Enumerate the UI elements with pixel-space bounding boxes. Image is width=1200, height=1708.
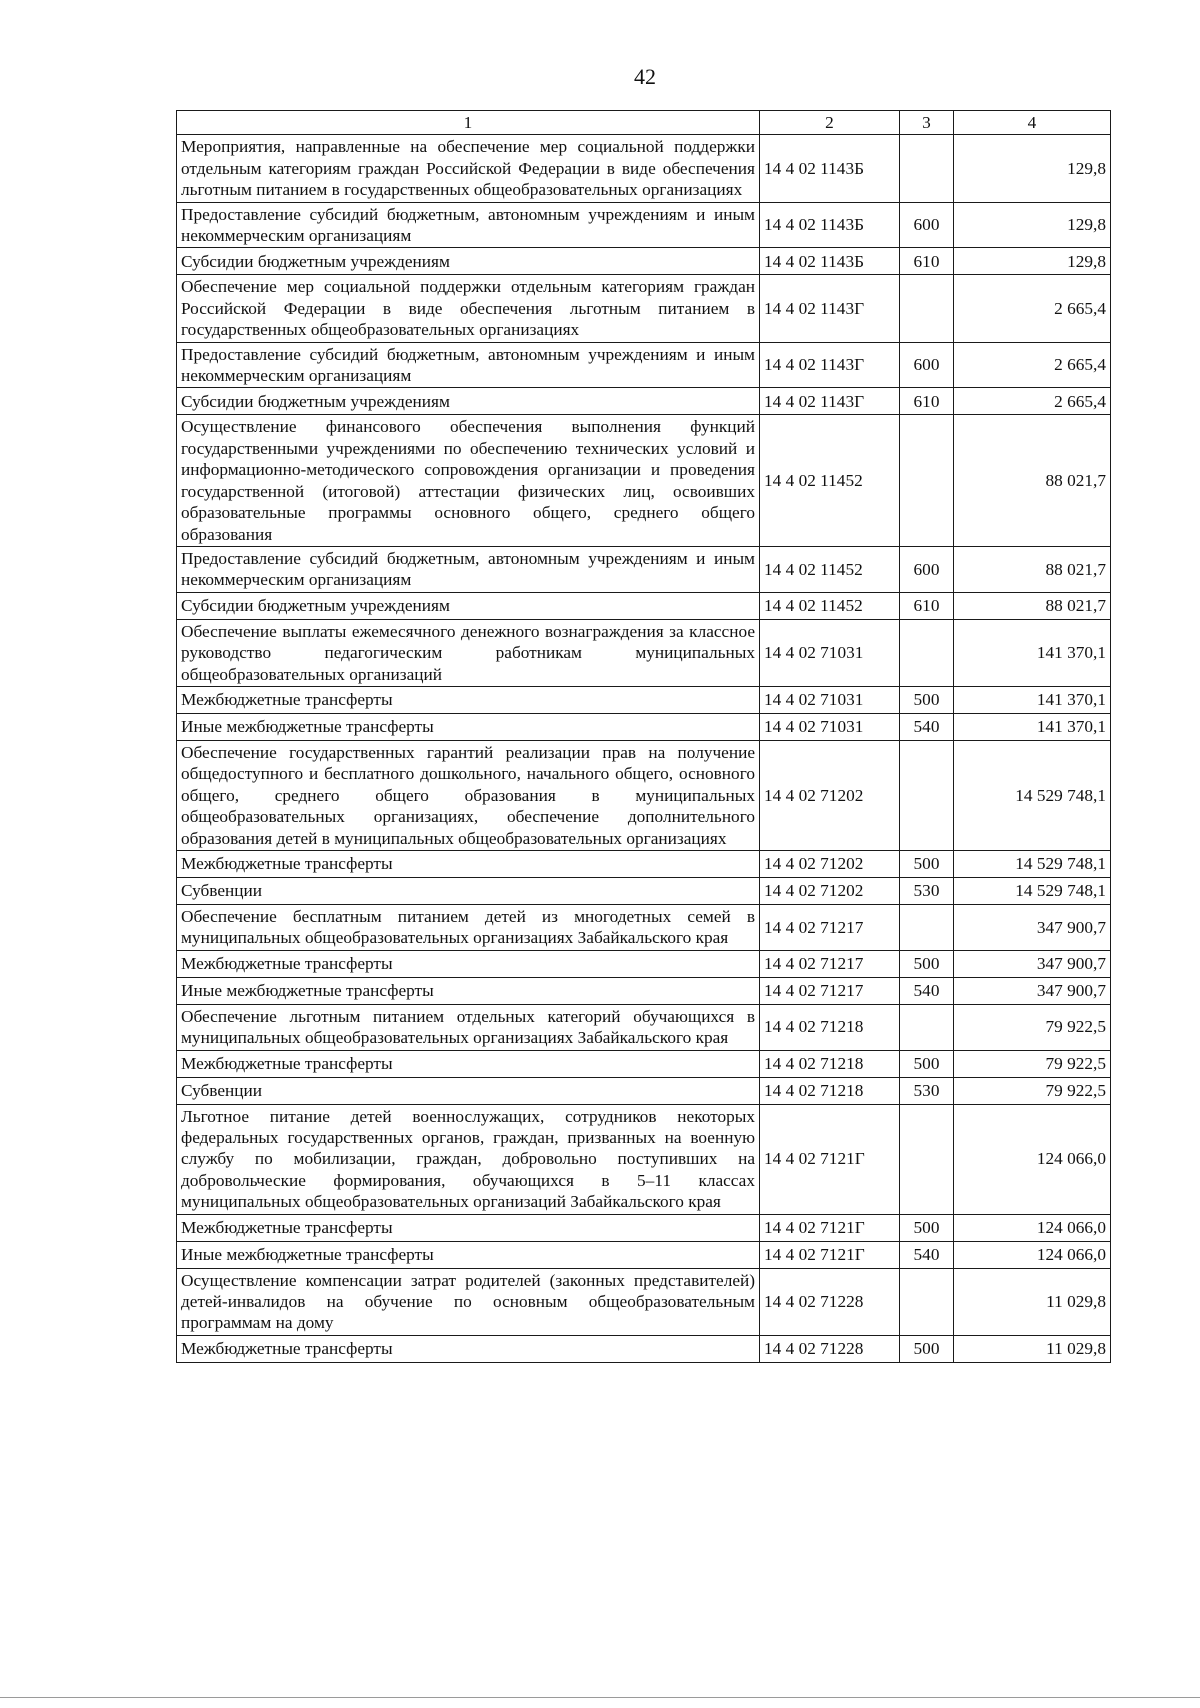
- row-code-cell: 14 4 02 1143Г: [760, 388, 900, 415]
- row-code-cell: 14 4 02 71202: [760, 740, 900, 850]
- row-code-cell: 14 4 02 1143Г: [760, 342, 900, 388]
- row-kind-cell: [900, 904, 954, 950]
- row-name-cell: Мероприятия, направленные на обеспечение мер социальной поддержки отдельным категориям граждан Российской Федерации в виде обеспечения льготным питанием в государственных общеобразовательных организациях: [177, 135, 760, 202]
- row-code-cell: 14 4 02 11452: [760, 546, 900, 592]
- row-amount-cell: 124 066,0: [954, 1241, 1111, 1268]
- row-code-cell: 14 4 02 71218: [760, 1004, 900, 1050]
- row-name-cell: Межбюджетные трансферты: [177, 1050, 760, 1077]
- row-amount-cell: 141 370,1: [954, 619, 1111, 686]
- row-amount-cell: 14 529 748,1: [954, 850, 1111, 877]
- row-code-cell: 14 4 02 71217: [760, 950, 900, 977]
- row-amount-cell: 141 370,1: [954, 686, 1111, 713]
- row-name-cell: Льготное питание детей военнослужащих, сотрудников некоторых федеральных государственных органов, граждан, призванных на военную службу по мобилизации, граждан, добровольно поступивших на добровольческие формирования, обучающихся в 5–11 классах муниципальных общеобразовательных организаций Забайкальского края: [177, 1104, 760, 1214]
- row-kind-cell: [900, 1104, 954, 1214]
- row-amount-cell: 347 900,7: [954, 950, 1111, 977]
- row-kind-cell: 610: [900, 248, 954, 275]
- table-row: [177, 1050, 1111, 1077]
- row-kind-cell: [900, 619, 954, 686]
- row-kind-cell: 600: [900, 342, 954, 388]
- row-kind-cell: 500: [900, 850, 954, 877]
- table-row: [177, 740, 1111, 850]
- row-name-cell: Межбюджетные трансферты: [177, 850, 760, 877]
- row-name-cell: Межбюджетные трансферты: [177, 1214, 760, 1241]
- row-kind-cell: [900, 740, 954, 850]
- row-code-cell: 14 4 02 71031: [760, 713, 900, 740]
- row-name-cell: Обеспечение государственных гарантий реализации прав на получение общедоступного и бесплатного дошкольного, начального общего, основного общего, среднего общего образования в муниципальных общеобразовательных организациях, обеспечение дополнительного образования детей в муниципальных общеобразовательных организациях: [177, 740, 760, 850]
- row-name-cell: Обеспечение бесплатным питанием детей из многодетных семей в муниципальных общеобразовательных организациях Забайкальского края: [177, 904, 760, 950]
- table-row: [177, 1268, 1111, 1335]
- row-amount-cell: 141 370,1: [954, 713, 1111, 740]
- row-name-cell: Предоставление субсидий бюджетным, автономным учреждениям и иным некоммерческим организациям: [177, 202, 760, 248]
- row-kind-cell: 500: [900, 686, 954, 713]
- row-amount-cell: 124 066,0: [954, 1104, 1111, 1214]
- table-row: [177, 1004, 1111, 1050]
- row-kind-cell: [900, 135, 954, 202]
- row-code-cell: 14 4 02 71031: [760, 619, 900, 686]
- table-row: [177, 388, 1111, 415]
- row-code-cell: 14 4 02 11452: [760, 415, 900, 546]
- table-row: [177, 202, 1111, 248]
- row-name-cell: Субсидии бюджетным учреждениям: [177, 592, 760, 619]
- table-row: [177, 275, 1111, 342]
- row-kind-cell: 530: [900, 877, 954, 904]
- table-row: [177, 877, 1111, 904]
- table-row: [177, 1335, 1111, 1362]
- row-code-cell: 14 4 02 1143Г: [760, 275, 900, 342]
- row-kind-cell: 610: [900, 388, 954, 415]
- column-header-amount: 4: [954, 111, 1111, 135]
- row-code-cell: 14 4 02 71218: [760, 1050, 900, 1077]
- row-name-cell: Иные межбюджетные трансферты: [177, 713, 760, 740]
- row-name-cell: Обеспечение выплаты ежемесячного денежного вознаграждения за классное руководство педагогическим работникам муниципальных общеобразовательных организаций: [177, 619, 760, 686]
- row-code-cell: 14 4 02 71217: [760, 977, 900, 1004]
- row-name-cell: Обеспечение мер социальной поддержки отдельным категориям граждан Российской Федерации в виде обеспечения льготным питанием в государственных общеобразовательных организациях: [177, 275, 760, 342]
- row-kind-cell: 530: [900, 1077, 954, 1104]
- table-row: [177, 619, 1111, 686]
- table-row: [177, 1241, 1111, 1268]
- row-amount-cell: 79 922,5: [954, 1050, 1111, 1077]
- row-amount-cell: 124 066,0: [954, 1214, 1111, 1241]
- table-row: [177, 248, 1111, 275]
- table-row: [177, 686, 1111, 713]
- row-name-cell: Предоставление субсидий бюджетным, автономным учреждениям и иным некоммерческим организациям: [177, 342, 760, 388]
- row-kind-cell: 500: [900, 1050, 954, 1077]
- row-code-cell: 14 4 02 71031: [760, 686, 900, 713]
- row-code-cell: 14 4 02 1143Б: [760, 135, 900, 202]
- table-row: [177, 415, 1111, 546]
- row-name-cell: Обеспечение льготным питанием отдельных категорий обучающихся в муниципальных общеобразовательных организациях Забайкальского края: [177, 1004, 760, 1050]
- row-code-cell: 14 4 02 1143Б: [760, 248, 900, 275]
- row-name-cell: Межбюджетные трансферты: [177, 1335, 760, 1362]
- row-amount-cell: 88 021,7: [954, 546, 1111, 592]
- row-name-cell: Межбюджетные трансферты: [177, 950, 760, 977]
- row-code-cell: 14 4 02 1143Б: [760, 202, 900, 248]
- row-amount-cell: 79 922,5: [954, 1077, 1111, 1104]
- row-kind-cell: 610: [900, 592, 954, 619]
- column-header-kind: 3: [900, 111, 954, 135]
- row-amount-cell: 129,8: [954, 135, 1111, 202]
- row-amount-cell: 2 665,4: [954, 388, 1111, 415]
- column-header-code: 2: [760, 111, 900, 135]
- row-amount-cell: 129,8: [954, 202, 1111, 248]
- row-name-cell: Осуществление финансового обеспечения выполнения функций государственными учреждениями по обеспечению технических условий и информационно-методического сопровождения организации и проведения государственной (итоговой) аттестации физических лиц, освоивших образовательные программы основного общего, среднего общего образования: [177, 415, 760, 546]
- table-row: [177, 904, 1111, 950]
- row-code-cell: 14 4 02 71202: [760, 877, 900, 904]
- table-row: [177, 592, 1111, 619]
- row-name-cell: Межбюджетные трансферты: [177, 686, 760, 713]
- table-row: [177, 1214, 1111, 1241]
- row-code-cell: 14 4 02 71228: [760, 1335, 900, 1362]
- row-name-cell: Иные межбюджетные трансферты: [177, 977, 760, 1004]
- row-name-cell: Иные межбюджетные трансферты: [177, 1241, 760, 1268]
- row-code-cell: 14 4 02 11452: [760, 592, 900, 619]
- row-amount-cell: 14 529 748,1: [954, 740, 1111, 850]
- row-kind-cell: 540: [900, 977, 954, 1004]
- row-amount-cell: 2 665,4: [954, 342, 1111, 388]
- row-kind-cell: 600: [900, 202, 954, 248]
- row-kind-cell: 500: [900, 1335, 954, 1362]
- row-kind-cell: 600: [900, 546, 954, 592]
- row-amount-cell: 11 029,8: [954, 1268, 1111, 1335]
- row-code-cell: 14 4 02 71202: [760, 850, 900, 877]
- row-name-cell: Субсидии бюджетным учреждениям: [177, 388, 760, 415]
- row-kind-cell: [900, 1004, 954, 1050]
- table-row: [177, 850, 1111, 877]
- table-row: [177, 950, 1111, 977]
- row-code-cell: 14 4 02 71228: [760, 1268, 900, 1335]
- row-code-cell: 14 4 02 7121Г: [760, 1104, 900, 1214]
- row-name-cell: Осуществление компенсации затрат родителей (законных представителей) детей-инвалидов на обучение по основным общеобразовательным программам на дому: [177, 1268, 760, 1335]
- row-amount-cell: 129,8: [954, 248, 1111, 275]
- row-name-cell: Предоставление субсидий бюджетным, автономным учреждениям и иным некоммерческим организациям: [177, 546, 760, 592]
- row-code-cell: 14 4 02 7121Г: [760, 1214, 900, 1241]
- row-name-cell: Субвенции: [177, 1077, 760, 1104]
- table-row: [177, 977, 1111, 1004]
- table-body: [177, 135, 1111, 1362]
- row-amount-cell: 11 029,8: [954, 1335, 1111, 1362]
- table-row: [177, 1104, 1111, 1214]
- row-kind-cell: 500: [900, 1214, 954, 1241]
- row-amount-cell: 88 021,7: [954, 592, 1111, 619]
- row-kind-cell: 500: [900, 950, 954, 977]
- row-code-cell: 14 4 02 71217: [760, 904, 900, 950]
- column-header-name: 1: [177, 111, 760, 135]
- scan-edge-line: [0, 1697, 1200, 1698]
- table-row: [177, 135, 1111, 202]
- budget-table: [176, 110, 1111, 1363]
- row-code-cell: 14 4 02 7121Г: [760, 1241, 900, 1268]
- table-row: [177, 713, 1111, 740]
- table-row: [177, 342, 1111, 388]
- table-header-row: [177, 111, 1111, 135]
- row-amount-cell: 88 021,7: [954, 415, 1111, 546]
- row-kind-cell: 540: [900, 713, 954, 740]
- table-row: [177, 546, 1111, 592]
- row-name-cell: Субсидии бюджетным учреждениям: [177, 248, 760, 275]
- row-kind-cell: [900, 415, 954, 546]
- row-code-cell: 14 4 02 71218: [760, 1077, 900, 1104]
- row-kind-cell: 540: [900, 1241, 954, 1268]
- row-amount-cell: 14 529 748,1: [954, 877, 1111, 904]
- row-amount-cell: 79 922,5: [954, 1004, 1111, 1050]
- row-name-cell: Субвенции: [177, 877, 760, 904]
- row-kind-cell: [900, 275, 954, 342]
- row-kind-cell: [900, 1268, 954, 1335]
- table-row: [177, 1077, 1111, 1104]
- page-number: 42: [634, 64, 656, 89]
- row-amount-cell: 2 665,4: [954, 275, 1111, 342]
- row-amount-cell: 347 900,7: [954, 977, 1111, 1004]
- row-amount-cell: 347 900,7: [954, 904, 1111, 950]
